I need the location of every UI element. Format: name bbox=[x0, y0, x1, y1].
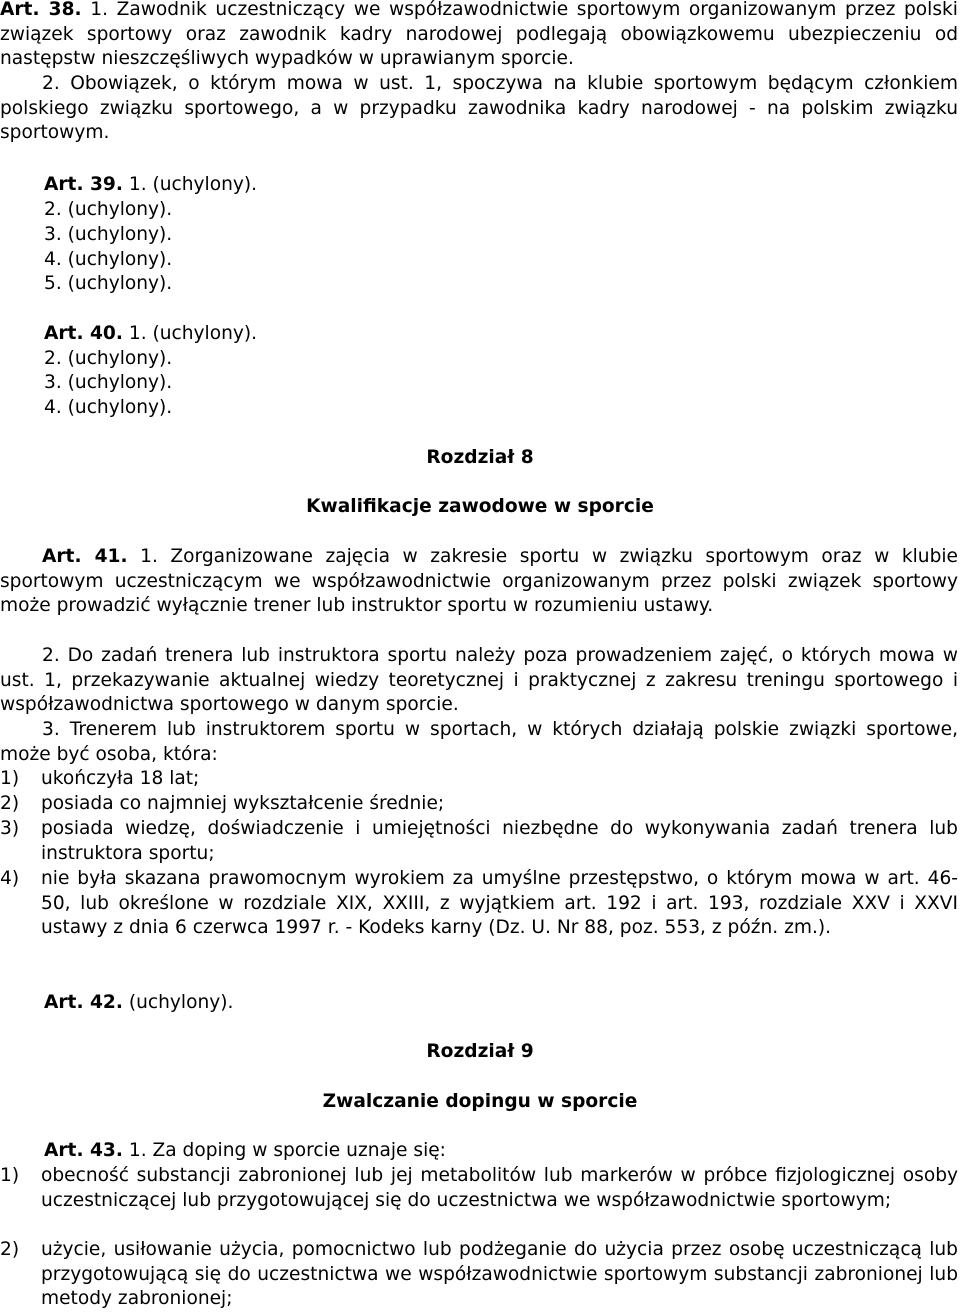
art-41-paragraph-1: Art. 41. 1. Zorganizowane zajęcia w zakresie sportu w związku sportowym oraz w klubie sportowym uczestniczącym we współzawodnictwie organizowanym przez polski związek sportowy może prowadzić wyłącznie trener lub instruktor sportu w rozumieniu ustawy. bbox=[0, 546, 958, 617]
art-41-list-item: 4) nie była skazana prawomocnym wyrokiem za umyślne przestępstwo, o którym mowa w art. 46-50, lub określone w rozdziale XIX, XXIII, z wyjątkiem art. 192 i art. 193, rozdziale XXV i XXVI ustawy z dnia 6 czerwca 1997 r. - Kodeks karny (Dz. U. Nr 88, poz. 553, z późn. zm.). bbox=[0, 868, 958, 939]
art-41-list-item: 1) ukończyła 18 lat; bbox=[0, 768, 200, 789]
art-43-list-item: 1) obecność substancji zabronionej lub jej metabolitów lub markerów w próbce fizjologicznej osoby uczestniczącej lub przygotowującej się do uczestnictwa we współzawodnictwie sportowym; bbox=[0, 1165, 958, 1211]
art-39-item: 2. (uchylony). bbox=[44, 199, 173, 220]
art-38-paragraph-1: Art. 38. 1. Zawodnik uczestniczący we współzawodnictwie sportowym organizowanym przez polski związek sportowy oraz zawodnik kadry narodowej podlegają obowiązkowemu ubezpieczeniu od następstw nieszczęśliwych wypadków w uprawianym sporcie. bbox=[0, 0, 958, 70]
art-39-heading: Art. 39. 1. (uchylony). bbox=[44, 174, 258, 195]
article-label: Art. 42. bbox=[44, 992, 123, 1013]
art-40-item: 3. (uchylony). bbox=[44, 372, 173, 393]
art-42: Art. 42. (uchylony). bbox=[44, 992, 234, 1013]
art-40-item: 2. (uchylony). bbox=[44, 348, 173, 369]
art-43-list-item: 2) użycie, usiłowanie użycia, pomocnictwo lub podżeganie do użycia przez osobę uczestniczącą lub przygotowującą się do uczestnictwa we współzawodnictwie sportowym substancji zabronionej lub metody zabronionej; bbox=[0, 1239, 958, 1310]
art-41-list-item: 2) posiada co najmniej wykształcenie średnie; bbox=[0, 793, 445, 814]
chapter-9-number: Rozdział 9 bbox=[426, 1041, 534, 1062]
art-39-item: 3. (uchylony). bbox=[44, 224, 173, 245]
art-41-list-item: 3) posiada wiedzę, doświadczenie i umiejętności niezbędne do wykonywania zadań trenera lub instruktora sportu; bbox=[0, 818, 958, 864]
art-38-paragraph-2: 2. Obowiązek, o którym mowa w ust. 1, spoczywa na klubie sportowym będącym członkiem polskiego związku sportowego, a w przypadku zawodnika kadry narodowej - na polskim związku sportowym. bbox=[0, 73, 958, 144]
art-41-paragraph-3: 3. Trenerem lub instruktorem sportu w sportach, w których działają polskie związki sportowe, może być osoba, która: bbox=[0, 719, 958, 765]
chapter-8-number: Rozdział 8 bbox=[426, 447, 534, 468]
chapter-8-title: Kwalifikacje zawodowe w sporcie bbox=[306, 496, 654, 517]
article-label: Art. 41. bbox=[42, 546, 128, 567]
chapter-9-title: Zwalczanie dopingu w sporcie bbox=[322, 1091, 638, 1112]
art-41-paragraph-2: 2. Do zadań trenera lub instruktora sportu należy poza prowadzeniem zajęć, o których mowa w ust. 1, przekazywanie aktualnej wiedzy teoretycznej i praktycznej z zakresu treningu sportowego i współzawodnictwa sportowego w danym sporcie. bbox=[0, 645, 958, 716]
art-40-heading: Art. 40. 1. (uchylony). bbox=[44, 323, 258, 344]
article-label: Art. 38. bbox=[0, 0, 82, 20]
article-label: Art. 43. bbox=[44, 1140, 123, 1161]
art-40-item: 4. (uchylony). bbox=[44, 397, 173, 418]
article-label: Art. 40. bbox=[44, 323, 123, 344]
article-label: Art. 39. bbox=[44, 174, 123, 195]
art-39-item: 5. (uchylony). bbox=[44, 273, 173, 294]
art-39-item: 4. (uchylony). bbox=[44, 249, 173, 270]
art-43-heading: Art. 43. 1. Za doping w sporcie uznaje się: bbox=[44, 1140, 446, 1161]
